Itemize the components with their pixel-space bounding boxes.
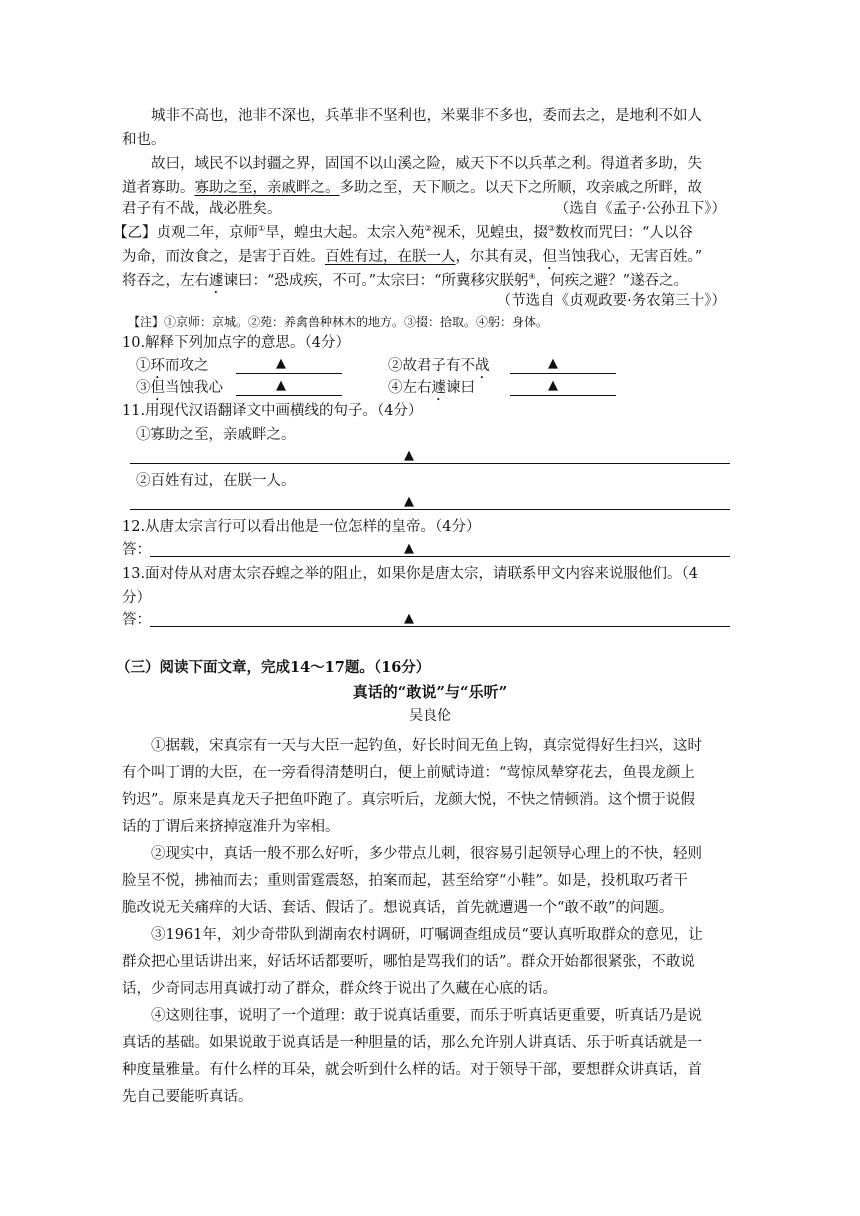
article-paragraph-2-line-3: 脆改说无关痛痒的大话、套话、假话了。想说真话，首先就遭遇一个“敢不敢”的问题。 [122,900,674,916]
underlined-sentence-2: 百姓有过，在朕一人 [325,249,456,265]
section-3-heading: （三）阅读下面文章，完成14～17题。（16分） [116,659,431,676]
article-paragraph-3: ③1961年，刘少奇带队到湖南农村调研，叮嘱调查组成员“要认真听取群众的意见，让 [151,927,703,943]
yi-source: （节选自《贞观政要·务农第三十》） [496,293,726,309]
underlined-sentence-1: 寡助之至，亲戚畔之。 [194,180,340,196]
q10-item-4: ④左右遽谏曰 [388,380,475,396]
q12-answer-label: 答： [122,542,151,558]
q12-title: 12.从唐太宗言行可以看出他是一位怎样的皇帝。（4分） [122,519,481,535]
article-paragraph-1: ①据载，宋真宗有一天与大臣一起钓鱼，好长时间无鱼上钩，真宗觉得好生扫兴，这时 [151,738,702,754]
q13-answer-line[interactable] [150,626,730,627]
article-paragraph-3-line-3: 话，少奇同志用真诚打动了群众，群众终于说出了久藏在心底的话。 [122,981,557,997]
q11-sentence-1: ①寡助之至，亲戚畔之。 [136,427,296,443]
answer-mark: ▲ [276,378,286,393]
jia-paragraph-2: 故曰，域民不以封疆之界，固国不以山溪之险，威天下不以兵革之利。得道者多助，失 [151,156,702,172]
answer-mark: ▲ [276,356,286,371]
q10-answer-blank-2[interactable] [510,355,616,374]
article-paragraph-1-line-2: 有个叫丁谓的大臣，在一旁看得清楚明白，便上前赋诗道：“莺惊凤辇穿花去，鱼畏龙颜上 [122,765,695,781]
yi-line-1: 【乙】贞观二年，京师①旱，蝗虫大起。太宗入苑②视禾，见蝗虫，掇③数枚而咒曰：“人以谷 [113,224,693,241]
article-paragraph-2: ②现实中，真话一般不那么好听，多少带点儿刺，很容易引起领导心理上的不快，轻则 [151,846,702,862]
article-author: 吴良伦 [409,708,451,724]
jia-source: （选自《孟子·公孙丑下》） [554,201,726,217]
q11-answer-line-1[interactable] [130,463,730,464]
yi-line-3: 将吞之，左右遽谏曰：“恐成疾，不可。”太宗曰：“所冀移灾朕躬④，何疾之避？”遂吞之。 [122,272,689,289]
q13-title: 13.面对侍从对唐太宗吞蝗之举的阻止，如果你是唐太宗，请联系甲文内容来说服他们。（4 [122,566,699,582]
answer-mark: ▲ [404,448,414,463]
article-title: 真话的“敢说”与“乐听” [352,683,508,701]
answer-mark: ▲ [404,541,414,556]
answer-mark: ▲ [548,378,558,393]
q10-item-2: ②故君子有不战 [388,358,490,374]
q13-answer-label: 答： [122,612,151,628]
jia-paragraph-1-cont: 和也。 [122,132,166,148]
jia-paragraph-2-end: 君子有不战，战必胜矣。 [122,201,282,217]
article-paragraph-4: ④这则往事，说明了一个道理：敢于说真话重要，而乐于听真话更重要，听真话乃是说 [151,1008,702,1024]
q12-answer-line[interactable] [150,556,730,557]
q10-title: 10.解释下列加点字的意思。（4分） [122,335,351,351]
q13-title-cont: 分） [122,590,151,606]
answer-mark: ▲ [404,611,414,626]
article-paragraph-1-line-4: 话的丁谓后来挤掉寇准升为宰相。 [122,819,340,835]
q11-answer-line-2[interactable] [130,509,730,510]
q10-answer-blank-1[interactable] [236,355,342,374]
jia-paragraph-1: 城非不高也，池非不深也，兵革非不坚利也，米粟非不多也，委而去之，是地利不如人 [151,108,702,124]
article-paragraph-1-line-3: 钓迟”。原来是真龙天子把鱼吓跑了。真宗听后，龙颜大悦，不快之情顿消。这个惯于说假 [122,792,695,808]
answer-mark: ▲ [404,494,414,509]
yi-line-2: 为命，而汝食之，是害于百姓。百姓有过，在朕一人，尔其有灵，但当蚀我心，无害百姓。” [122,249,703,265]
article-paragraph-4-line-4: 先自己要能听真话。 [122,1089,253,1105]
article-paragraph-4-line-2: 真话的基础。如果说敢于说真话是一种胆量的话，那么允许别人讲真话、乐于听真话就是一 [122,1035,702,1051]
article-paragraph-3-line-2: 群众把心里话讲出来，好话坏话都要听，哪怕是骂我们的话”。群众开始都很紧张，不敢说 [122,954,695,970]
q10-item-1: ①环而攻之 [136,358,209,374]
article-paragraph-4-line-3: 种度量雅量。有什么样的耳朵，就会听到什么样的话。对于领导干部，要想群众讲真话，首 [122,1062,702,1078]
q10-item-3: ③但当蚀我心 [136,380,223,396]
q11-title: 11.用现代汉语翻译文中画横线的句子。（4分） [122,403,423,419]
answer-mark: ▲ [548,356,558,371]
q10-answer-blank-4[interactable] [510,377,616,396]
article-paragraph-2-line-2: 脸呈不悦，拂袖而去；重则雷霆震怒，拍案而起，甚至给穿“小鞋”。如是，投机取巧者干 [122,873,688,889]
q10-answer-blank-3[interactable] [236,377,342,396]
yi-notes: 【注】①京师：京城。②苑：养禽兽种林木的地方。③掇：拾取。④躬：身体。 [128,315,549,329]
jia-paragraph-2-cont: 道者寡助。寡助之至，亲戚畔之。多助之至，天下顺之。以天下之所顺，攻亲戚之所畔，故 [122,180,702,196]
q11-sentence-2: ②百姓有过，在朕一人。 [136,473,296,489]
